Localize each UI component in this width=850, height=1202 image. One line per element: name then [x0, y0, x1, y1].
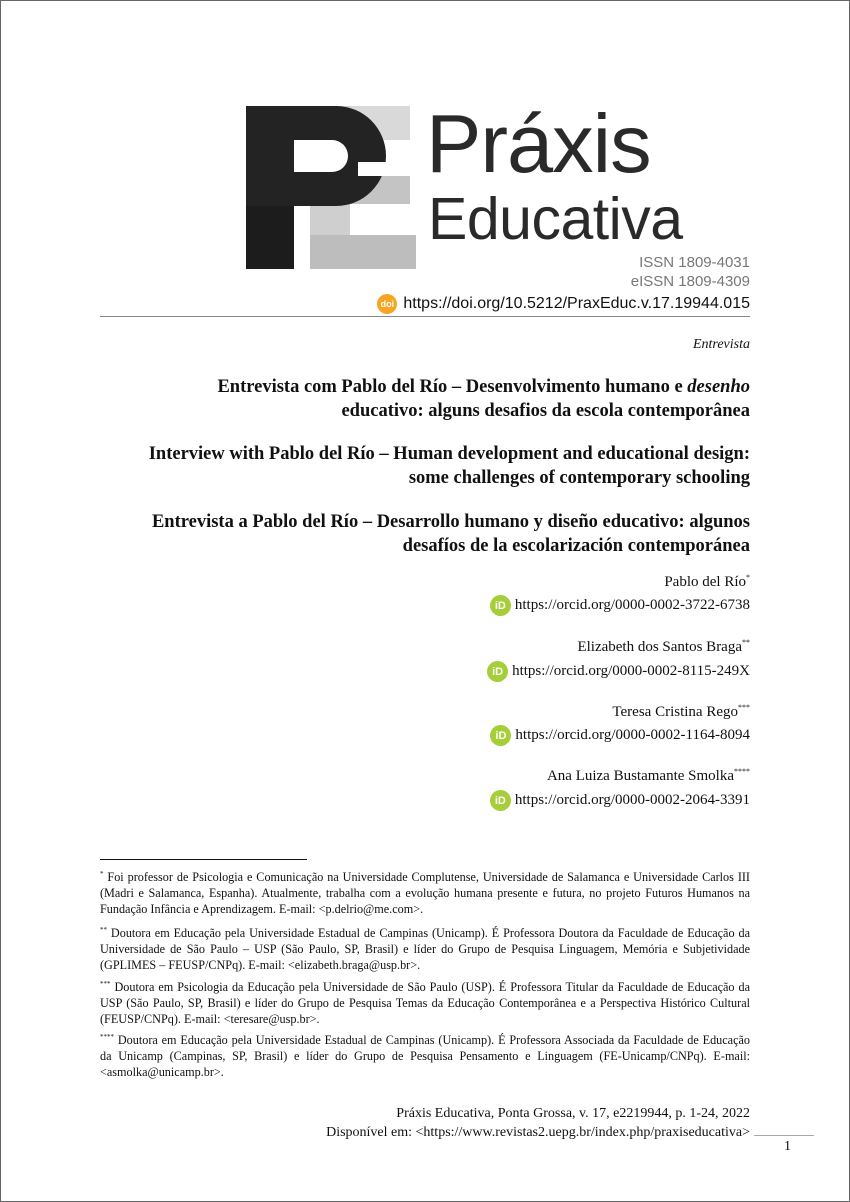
doi-link[interactable]: https://doi.org/10.5212/PraxEduc.v.17.19944.015 [403, 295, 750, 312]
title-spanish [100, 510, 750, 558]
orcid-row [490, 790, 750, 811]
footnote-mark: * [100, 870, 104, 878]
orcid-icon: iD [487, 661, 508, 682]
footnote-text: Doutora em Educação pela Universidade Estadual de Campinas (Unicamp). É Professora Doutora da Faculdade de Educação da Universidade de São Paulo – USP (São Paulo, SP, Brasil) e líder do Grupo de Pesquisa Linguagem, Memória e Subjetividade (GPLIMES – FEUSP/CNPq). E-mail: <elizabeth.braga@usp.br>. [100, 926, 750, 973]
orcid-link[interactable]: https://orcid.org/0000-0002-8115-249X [512, 663, 750, 679]
title-portuguese [100, 375, 750, 423]
journal-name-line1: Práxis [426, 97, 651, 190]
title-pt-line2: educativo: alguns desafios da escola contemporânea [341, 401, 750, 421]
footnote [100, 976, 750, 1027]
orcid-link[interactable]: https://orcid.org/0000-0002-2064-3391 [514, 792, 750, 808]
page-number-rule [754, 1135, 814, 1136]
footnote-text: Foi professor de Psicologia e Comunicação na Universidade Complutense, Universidade de Salamanca e Universidade Carlos III (Madri e Salamanca, Espanha). Atualmente, trabalha com a evolução humana presente e futura, no projeto Futuros Humanos na Fundação Infância e Aprendizagem. E-mail: <p.delrio@me.com>. [100, 870, 750, 917]
orcid-row [487, 661, 750, 682]
author-name [664, 573, 750, 591]
page-number: 1 [784, 1139, 791, 1154]
title-en-line1: Interview with Pablo del Río – Human development and educational design: [148, 444, 750, 464]
orcid-link[interactable]: https://orcid.org/0000-0002-1164-8094 [515, 727, 750, 743]
journal-logo-text [426, 97, 756, 252]
orcid-link[interactable]: https://orcid.org/0000-0002-3722-6738 [514, 597, 750, 613]
title-en-line2: some challenges of contemporary schooling [408, 468, 750, 488]
author-mark: * [746, 573, 750, 582]
author-name-text: Teresa Cristina Rego [612, 704, 738, 720]
orcid-icon: iD [490, 790, 511, 811]
author-name [612, 703, 750, 721]
eissn: eISSN 1809-4309 [630, 273, 750, 290]
footnote-mark: *** [100, 980, 111, 988]
author-mark: ** [742, 638, 750, 647]
footnote [100, 1029, 750, 1080]
doi-icon: doi [377, 294, 397, 314]
author-mark: *** [738, 703, 750, 712]
author-name [577, 638, 750, 656]
orcid-row [490, 595, 750, 616]
footnote [100, 866, 750, 917]
footnote-rule [100, 859, 307, 860]
author-name-text: Ana Luiza Bustamante Smolka [546, 768, 734, 784]
author-mark: **** [734, 767, 750, 776]
footnote [100, 922, 750, 973]
journal-name-line2: Educativa [428, 186, 683, 252]
footnote-text: Doutora em Educação pela Universidade Estadual de Campinas (Unicamp). É Professora Associada da Faculdade de Educação da Unicamp (Campinas, SP, Brasil) e líder do Grupo de Pesquisa Pensamento e Linguagem (FE-Unicamp/CNPq). E-mail: <asmolka@unicamp.br>. [100, 1033, 750, 1080]
title-es-line1: Entrevista a Pablo del Río – Desarrollo humano y diseño educativo: algunos [151, 512, 750, 532]
citation-line1: Práxis Educativa, Ponta Grossa, v. 17, e2219944, p. 1-24, 2022 [396, 1106, 750, 1121]
citation-line2: Disponível em: <https://www.revistas2.uepg.br/index.php/praxiseducativa> [326, 1125, 750, 1140]
orcid-row [490, 725, 750, 746]
author-name-text: Elizabeth dos Santos Braga [577, 639, 742, 655]
journal-logo-mark [246, 104, 446, 269]
author-name-text: Pablo del Río [664, 574, 746, 590]
title-pt-italic-word: desenho [687, 377, 750, 397]
doi-row [377, 293, 750, 315]
footnote-mark: ** [100, 926, 107, 934]
title-english [100, 442, 750, 490]
issn: ISSN 1809-4031 [639, 254, 750, 271]
footnote-mark: **** [100, 1033, 114, 1041]
header-rule [100, 316, 750, 317]
title-pt-line1: Entrevista com Pablo del Río – Desenvolvimento humano e [217, 377, 683, 397]
footnote-text: Doutora em Psicologia da Educação pela Universidade de São Paulo (USP). É Professora Titular da Faculdade de Educação da USP (São Paulo, SP, Brasil) e líder do Grupo de Pesquisa Temas da Educação Contemporânea e a Perspectiva Histórico Cultural (FEUSP/CNPq). E-mail: <teresare@usp.br>. [100, 980, 750, 1027]
section-label: Entrevista [692, 337, 750, 352]
orcid-icon: iD [490, 595, 511, 616]
author-name [547, 767, 750, 785]
orcid-icon: iD [490, 725, 511, 746]
title-es-line2: desafíos de la escolarización contemporánea [402, 536, 750, 556]
